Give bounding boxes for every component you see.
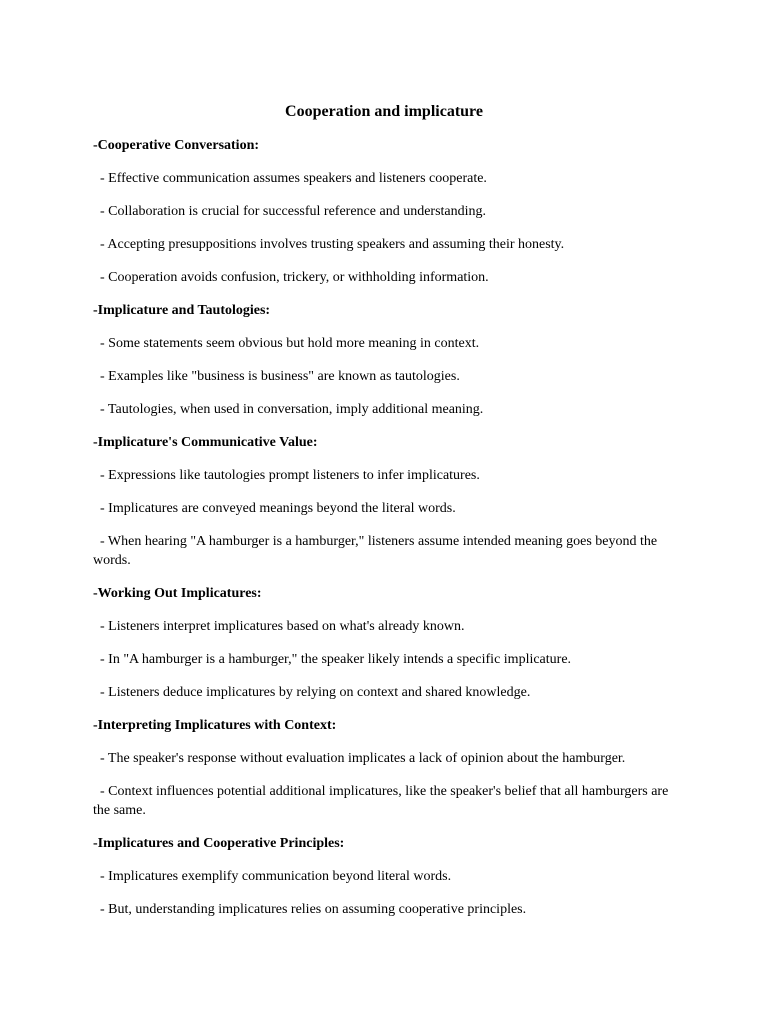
bullet-item: - In "A hamburger is a hamburger," the speaker likely intends a specific implicature. bbox=[93, 652, 572, 667]
section-implicature-tautologies bbox=[93, 301, 673, 419]
section-interpreting-context bbox=[93, 716, 673, 820]
bullet-item: - The speaker's response without evaluation implicates a lack of opinion about the hamburger. bbox=[93, 751, 626, 766]
section-heading: -Working Out Implicatures: bbox=[93, 586, 262, 601]
bullet-item: - Cooperation avoids confusion, trickery, or withholding information. bbox=[93, 270, 489, 285]
bullet-item: - Effective communication assumes speakers and listeners cooperate. bbox=[93, 171, 487, 186]
document-title: Cooperation and implicature bbox=[285, 103, 483, 120]
bullet-item: - Implicatures are conveyed meanings beyond the literal words. bbox=[93, 501, 456, 516]
bullet-item: - Accepting presuppositions involves trusting speakers and assuming their honesty. bbox=[93, 237, 565, 252]
section-cooperative-conversation bbox=[93, 136, 673, 287]
section-communicative-value bbox=[93, 433, 673, 570]
bullet-item: - Listeners interpret implicatures based on what's already known. bbox=[93, 619, 465, 634]
bullet-item: - Some statements seem obvious but hold more meaning in context. bbox=[93, 336, 480, 351]
bullet-item: - When hearing "A hamburger is a hamburger," listeners assume intended meaning goes beyond the words. bbox=[93, 534, 661, 568]
bullet-item: - But, understanding implicatures relies on assuming cooperative principles. bbox=[93, 902, 527, 917]
bullet-item: - Implicatures exemplify communication beyond literal words. bbox=[93, 869, 452, 884]
section-heading: -Implicature and Tautologies: bbox=[93, 303, 271, 318]
section-heading: -Interpreting Implicatures with Context: bbox=[93, 718, 337, 733]
section-cooperative-principles bbox=[93, 834, 673, 919]
bullet-item: - Examples like "business is business" are known as tautologies. bbox=[93, 369, 460, 384]
bullet-item: - Collaboration is crucial for successful reference and understanding. bbox=[93, 204, 487, 219]
bullet-item: - Listeners deduce implicatures by relying on context and shared knowledge. bbox=[93, 685, 531, 700]
section-heading: -Implicatures and Cooperative Principles: bbox=[93, 836, 345, 851]
bullet-item: - Context influences potential additional implicatures, like the speaker's belief that all hamburgers are the same. bbox=[93, 784, 672, 818]
section-working-out-implicatures bbox=[93, 584, 673, 702]
section-heading: -Cooperative Conversation: bbox=[93, 138, 260, 153]
document-page bbox=[93, 101, 673, 933]
section-heading: -Implicature's Communicative Value: bbox=[93, 435, 318, 450]
bullet-item: - Expressions like tautologies prompt listeners to infer implicatures. bbox=[93, 468, 480, 483]
bullet-item: - Tautologies, when used in conversation, imply additional meaning. bbox=[93, 402, 484, 417]
